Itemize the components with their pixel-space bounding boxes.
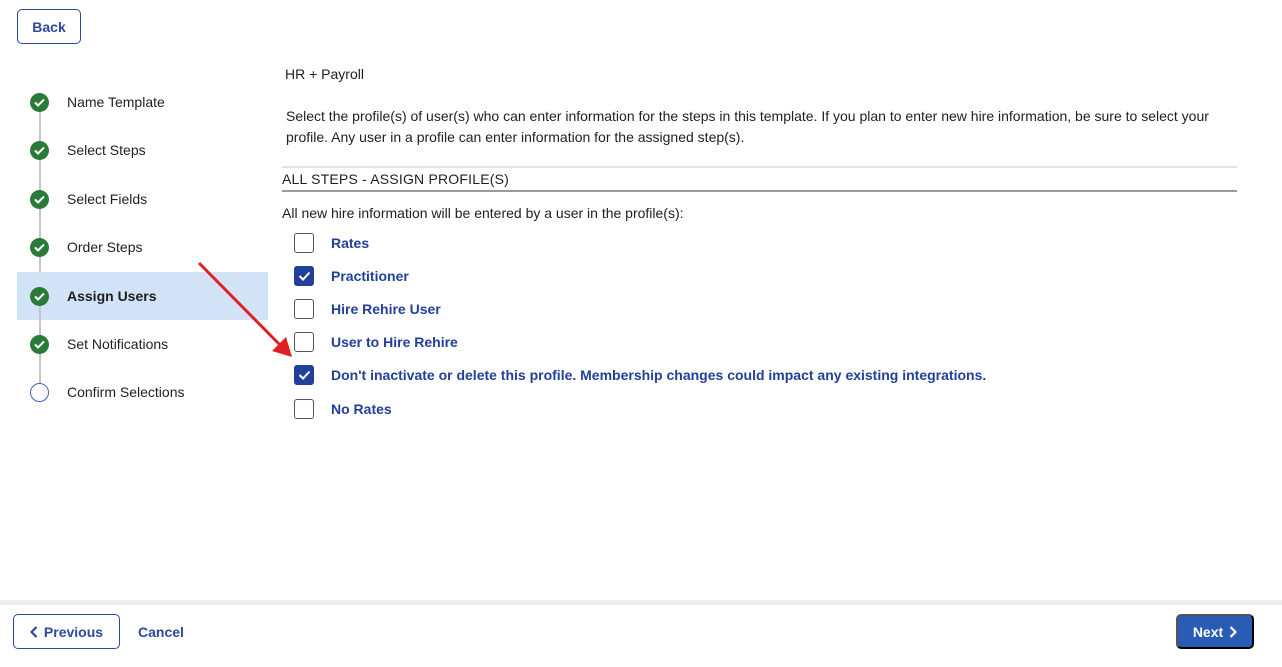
step-select-fields[interactable] bbox=[17, 175, 268, 223]
section-header: ALL STEPS - ASSIGN PROFILE(S) bbox=[282, 171, 510, 187]
profile-label[interactable]: Rates bbox=[331, 234, 370, 251]
profile-option-hire-rehire-user[interactable] bbox=[294, 292, 986, 325]
step-name-template[interactable] bbox=[17, 78, 268, 126]
step-select-steps[interactable] bbox=[17, 126, 268, 174]
check-circle-icon bbox=[30, 238, 49, 257]
check-circle-icon bbox=[30, 93, 49, 112]
step-confirm-selections[interactable] bbox=[17, 368, 268, 416]
step-label: Assign Users bbox=[67, 287, 157, 304]
empty-circle-icon bbox=[30, 383, 49, 402]
step-label: Order Steps bbox=[67, 239, 143, 256]
footer-divider bbox=[0, 600, 1282, 605]
check-circle-icon bbox=[30, 287, 49, 306]
profile-label[interactable]: Hire Rehire User bbox=[331, 300, 441, 317]
divider bbox=[282, 166, 1237, 168]
step-label: Confirm Selections bbox=[67, 384, 185, 401]
instructions-text: Select the profile(s) of user(s) who can enter information for the steps in this template. If you plan to enter new hire information, be sure to select your profile. Any user in a profile can enter information for the assigned step(s). bbox=[286, 108, 1209, 145]
template-name: HR + Payroll bbox=[285, 66, 364, 82]
annotation-arrow-icon bbox=[190, 255, 300, 367]
step-label: Name Template bbox=[67, 94, 165, 110]
profile-option-rates[interactable] bbox=[294, 226, 986, 259]
back-button[interactable]: Back bbox=[17, 9, 81, 44]
checkbox[interactable] bbox=[294, 399, 314, 419]
profile-option-user-to-hire-rehire[interactable] bbox=[294, 326, 986, 359]
profile-label[interactable]: No Rates bbox=[331, 400, 392, 417]
check-circle-icon bbox=[30, 190, 49, 209]
chevron-left-icon bbox=[30, 626, 38, 638]
step-label: Set Notifications bbox=[67, 335, 169, 352]
section-description: All new hire information will be entered by a user in the profile(s): bbox=[282, 205, 684, 221]
profile-label[interactable]: User to Hire Rehire bbox=[331, 334, 458, 351]
divider bbox=[282, 190, 1237, 192]
step-label: Select Steps bbox=[67, 142, 146, 159]
checkbox[interactable] bbox=[294, 233, 314, 253]
profile-option-practitioner[interactable] bbox=[294, 259, 986, 292]
chevron-right-icon bbox=[1229, 626, 1237, 638]
check-circle-icon bbox=[30, 335, 49, 354]
profile-label[interactable]: Practitioner bbox=[331, 267, 409, 284]
profile-option-integration-warning[interactable] bbox=[294, 359, 986, 392]
next-button[interactable] bbox=[1176, 614, 1254, 649]
next-label: Next bbox=[1192, 623, 1224, 640]
cancel-button[interactable]: Cancel bbox=[138, 624, 184, 640]
check-circle-icon bbox=[30, 141, 49, 160]
step-label: Select Fields bbox=[67, 190, 148, 207]
checkbox[interactable] bbox=[294, 365, 314, 385]
profile-checkbox-list bbox=[294, 226, 986, 425]
profile-option-no-rates[interactable] bbox=[294, 392, 986, 425]
previous-label: Previous bbox=[43, 623, 104, 640]
profile-label[interactable]: Don't inactivate or delete this profile. Membership changes could impact any existing integrations. bbox=[331, 367, 987, 384]
previous-button[interactable] bbox=[13, 614, 120, 649]
